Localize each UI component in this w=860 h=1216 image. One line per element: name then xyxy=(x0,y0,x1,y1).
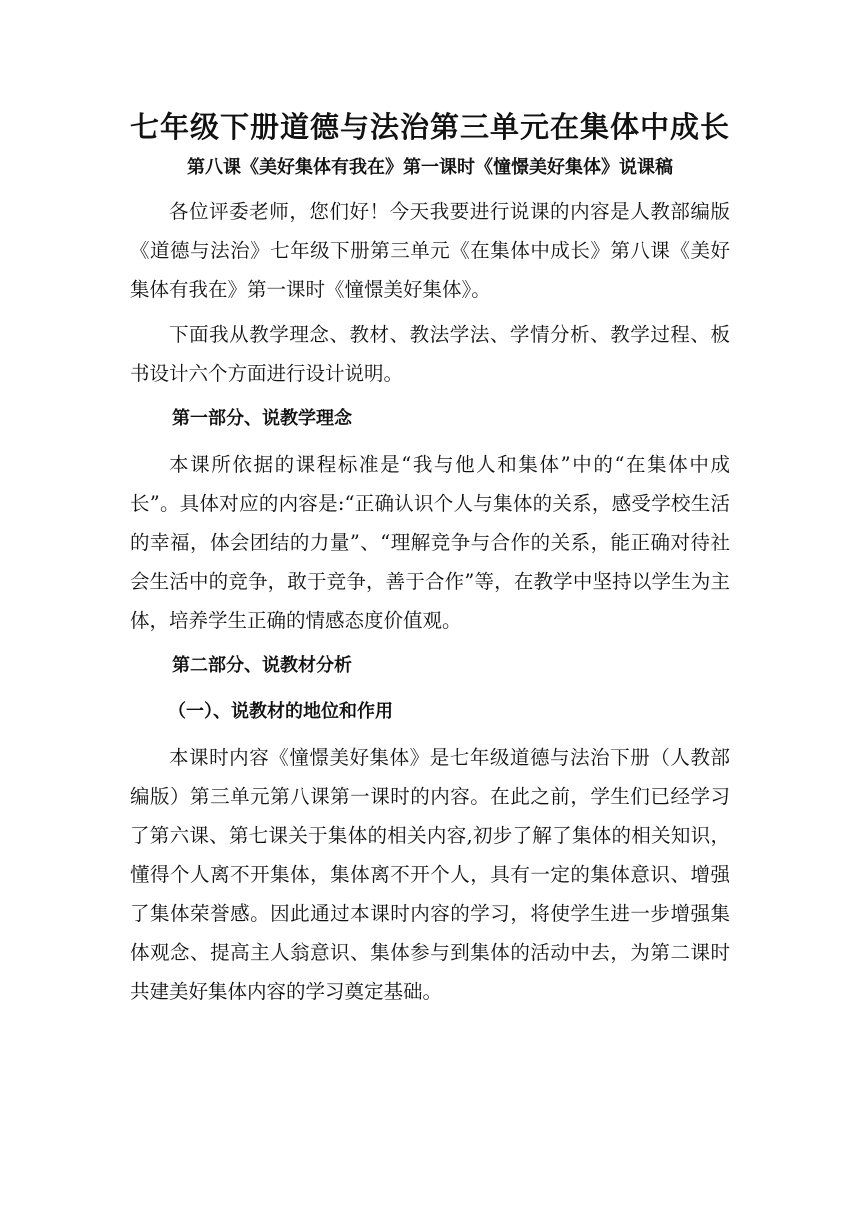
document-page xyxy=(130,104,730,1017)
document-subtitle: 第八课《美好集体有我在》第一课时《憧憬美好集体》说课稿 xyxy=(187,157,673,178)
document-title: 七年级下册道德与法治第三单元在集体中成长 xyxy=(130,110,731,144)
section-2-paragraph: 本课时内容《憧憬美好集体》是七年级道德与法治下册（人教部编版）第三单元第八课第一课时的内容。在此之前，学生们已经学习了第六课、第七课关于集体的相关内容,初步了解了集体的相关知识，懂得个人离不开集体，集体离不开个人，具有一定的集体意识、增强了集体荣誉感。因此通过本课时内容的学习，将使学生进一步增强集体观念、提高主人翁意识、集体参与到集体的活动中去，为第二课时共建美好集体内容的学习奠定基础。 xyxy=(130,746,730,1003)
intro-paragraph-2: 下面我从教学理念、教材、教法学法、学情分析、教学过程、板书设计六个方面进行设计说明。 xyxy=(130,323,730,385)
section-1-paragraph: 本课所依据的课程标准是“我与他人和集体”中的“在集体中成长”。具体对应的内容是:“正确认识个人与集体的关系，感受学校生活的幸福，体会团结的力量”、“理解竞争与合作的关系，能正确对待社会生活中的竞争，敢于竞争，善于合作”等，在教学中坚持以学生为主体，培养学生正确的情感态度价值观。 xyxy=(130,453,730,632)
section-2-sub-heading: （一）、说教材的地位和作用 xyxy=(168,701,393,722)
intro-paragraph-1: 各位评委老师，您们好！今天我要进行说课的内容是人教部编版《道德与法治》七年级下册第三单元《在集体中成长》第八课《美好集体有我在》第一课时《憧憬美好集体》。 xyxy=(130,200,730,301)
section-2-heading: 第二部分、说教材分析 xyxy=(172,655,352,676)
section-1-heading: 第一部分、说教学理念 xyxy=(172,408,352,429)
